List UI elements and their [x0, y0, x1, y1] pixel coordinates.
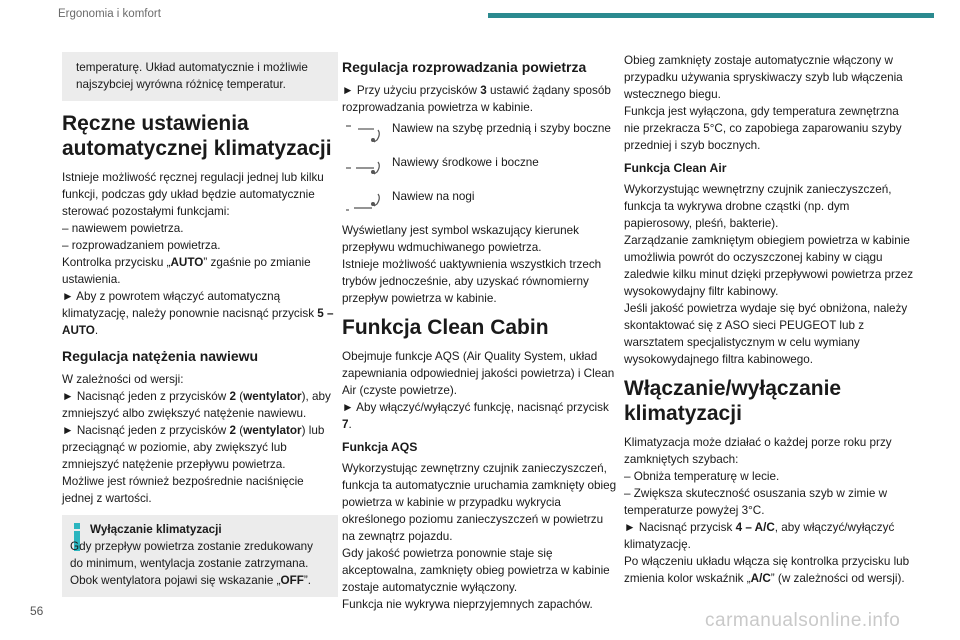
- info-text-1: Gdy przepływ powietrza zostanie zredukowany do minimum, wentylacja zostanie zatrzymana.: [70, 540, 313, 570]
- ac-after-text: [624, 553, 914, 587]
- text-span: Kontrolka przycisku „: [62, 256, 171, 269]
- fan-key: wentylator: [243, 424, 302, 437]
- text-span: Obok wentylatora pojawi się wskazanie „: [70, 574, 281, 587]
- text-span: ► Nacisnąć jeden z przycisków: [62, 424, 230, 437]
- flow-step-2: [62, 422, 338, 473]
- feet-vent-icon: [342, 188, 388, 216]
- ac-indicator-key: A/C: [750, 572, 771, 585]
- button-number: 2: [229, 390, 236, 403]
- heading-aqs: Funkcja AQS: [342, 440, 418, 454]
- text-span: ” zgaśnie po zmianie ustawienia.: [62, 256, 311, 286]
- auto-key: AUTO: [170, 256, 204, 269]
- text-span: ► Aby z powrotem włączyć automatyczną klimatyzację, należy ponownie nacisnąć przycisk: [62, 290, 318, 320]
- centre-vent-icon: [342, 154, 388, 182]
- flow-intro: W zależności od wersji:: [62, 373, 184, 386]
- vent-row-windscreen: [342, 120, 618, 148]
- aqs-text-1: Wykorzystując zewnętrzny czujnik zanieczyszczeń, funkcja ta automatycznie uruchamia zamknięty obieg powietrza w kabinie w przypadku wykrycia określonego poziomu zanieczyszczeń w powietrzu na zewnątrz pojazdu.: [342, 462, 617, 543]
- text-span: ” (w zależności od wersji).: [770, 572, 905, 585]
- button-number: 3: [480, 84, 487, 97]
- ac-item-2: – Zwiększa skuteczność osuszania szyb w zimie w temperaturze powyżej 3°C.: [624, 487, 888, 517]
- info-head: [70, 521, 328, 572]
- clean-cabin-text: Obejmuje funkcje AQS (Air Quality System, układ zapewniania odpowiedniej jakości powietrza) i Clean Air (czyste powietrze).: [342, 350, 615, 397]
- text-span: (: [235, 424, 244, 437]
- aqs-text-3: Funkcja nie wykrywa nieprzyjemnych zapachów.: [342, 598, 593, 611]
- info-title-text: Wyłączanie klimatyzacji: [90, 523, 222, 536]
- manual-auto-text: [62, 254, 338, 288]
- vent-label-feet: Nawiew na nogi: [392, 190, 475, 203]
- text-span: .: [348, 418, 352, 431]
- ac-button-key: 4 – A/C: [735, 521, 775, 534]
- distribution-after-2: Istnieje możliwość uaktywnienia wszystkich trzech trybów jednocześnie, aby uzyskać równomierny przepływ powietrza w kabinie.: [342, 258, 602, 305]
- recirc-text-1: Obieg zamknięty zostaje automatycznie włączony w przypadku używania spryskiwaczy szyb lub włączenia wstecznego biegu.: [624, 54, 903, 101]
- vent-row-centre: [342, 154, 618, 182]
- heading-clean-air: Funkcja Clean Air: [624, 161, 727, 175]
- manual-return-text: [62, 288, 338, 339]
- continued-note-box: [62, 52, 338, 101]
- info-box-ac-off: [62, 515, 338, 597]
- page-number: 56: [30, 604, 44, 618]
- heading-ac-on-off: Włączanie/wyłączanie klimatyzacji: [624, 377, 842, 425]
- text-span: .: [94, 324, 99, 337]
- text-span: ustawić żądany sposób rozprowadzania powietrza w kabinie.: [342, 84, 611, 114]
- recirc-text-2: Funkcja jest wyłączona, gdy temperatura zewnętrzna nie przekracza 5°C, co zapobiega zaparowaniu szyby przedniej i szyb bocznych.: [624, 105, 902, 152]
- heading-manual-settings: Ręczne ustawienia automatycznej klimatyzacji: [62, 112, 332, 160]
- flow-step-1: [62, 388, 338, 422]
- text-span: ), aby zmniejszyć albo zwiększyć natężenie nawiewu.: [62, 390, 331, 420]
- header-accent-bar: [488, 13, 934, 18]
- flow-step-3: Możliwe jest również bezpośrednie naciśnięcie jednej z wartości.: [62, 475, 304, 505]
- button-number: 7: [342, 418, 349, 431]
- clean-air-text-2: Zarządzanie zamkniętym obiegiem powietrza w kabinie umożliwia powrót do oczyszczonej kabiny w ciągu zaledwie kilku minut dzięki przepływowi powietrza przez wysokowydajny filtr kabinowy.: [624, 234, 914, 298]
- manual-item-1: – nawiewem powietrza.: [62, 222, 184, 235]
- text-span: Po włączeniu układu włącza się kontrolka przycisku lub zmienia kolor wskaźnik „: [624, 555, 910, 585]
- section-title: Ergonomia i komfort: [58, 8, 161, 20]
- text-span: ► Przy użyciu przycisków: [342, 84, 481, 97]
- button-number: 2: [229, 424, 236, 437]
- text-span: ”.: [303, 574, 311, 587]
- column-1: [62, 52, 338, 597]
- text-span: (: [235, 390, 244, 403]
- windscreen-vent-icon: [342, 120, 388, 148]
- vent-label-centre: Nawiewy środkowe i boczne: [392, 156, 539, 169]
- text-span: , aby włączyć/wyłączyć klimatyzację.: [624, 521, 895, 551]
- info-title: [90, 521, 328, 538]
- column-2: [342, 52, 618, 617]
- clean-cabin-button-step: [342, 399, 618, 433]
- info-text-2: [70, 572, 328, 589]
- clean-air-text-3: Jeśli jakość powietrza wydaje się być obniżona, należy skontaktować się z ASO sieci PEUGEOT lub z warsztatem specjalistycznym w celu wymiany wysokowydajnego filtra kabinowego.: [624, 302, 908, 366]
- fan-key: wentylator: [243, 390, 302, 403]
- column-3: [624, 52, 914, 591]
- off-key: OFF: [280, 574, 304, 587]
- text-span: ► Nacisnąć przycisk: [624, 521, 736, 534]
- aqs-text-2: Gdy jakość powietrza ponownie staje się akceptowalna, zamknięty obieg powietrza w kabinie zostaje automatycznie wyłączony.: [342, 547, 610, 594]
- note-text: temperaturę. Układ automatycznie i możliwie najszybciej wyrówna różnicę temperatur.: [76, 61, 308, 91]
- distribution-step: [342, 82, 618, 116]
- ac-item-1: – Obniża temperaturę w lecie.: [624, 470, 780, 483]
- manual-item-2: – rozprowadzaniem powietrza.: [62, 239, 221, 252]
- distribution-after-1: Wyświetlany jest symbol wskazujący kierunek przepływu wdmuchiwanego powietrza.: [342, 224, 579, 254]
- ac-button-step: [624, 519, 914, 553]
- ac-on-off-text: Klimatyzacja może działać o każdej porze roku przy zamkniętych szybach:: [624, 436, 892, 466]
- text-span: ► Aby włączyć/wyłączyć funkcję, nacisnąć przycisk: [342, 401, 609, 414]
- heading-flow: Regulacja natężenia nawiewu: [62, 348, 259, 364]
- auto-button-key: 5 – AUTO: [62, 307, 334, 337]
- vent-row-feet: [342, 188, 618, 216]
- manual-text: Istnieje możliwość ręcznej regulacji jednej lub kilku funkcji, podczas gdy układ będzie automatycznie sterować pozostałymi funkcjami:: [62, 171, 324, 218]
- heading-clean-cabin: Funkcja Clean Cabin: [342, 316, 549, 339]
- heading-distribution: Regulacja rozprowadzania powietrza: [342, 59, 587, 75]
- clean-air-text-1: Wykorzystując wewnętrzny czujnik zanieczyszczeń, funkcja ta wykrywa drobne cząstki (np. dym papierosowy, pleśń, bakterie).: [624, 183, 892, 230]
- text-span: ► Nacisnąć jeden z przycisków: [62, 390, 230, 403]
- text-span: ) lub przeciągnąć w poziomie, aby zwiększyć lub zmniejszyć natężenie przepływu powietrza.: [62, 424, 325, 471]
- vent-label-windscreen: Nawiew na szybę przednią i szyby boczne: [392, 122, 611, 135]
- watermark: carmanualsonline.info: [705, 610, 901, 631]
